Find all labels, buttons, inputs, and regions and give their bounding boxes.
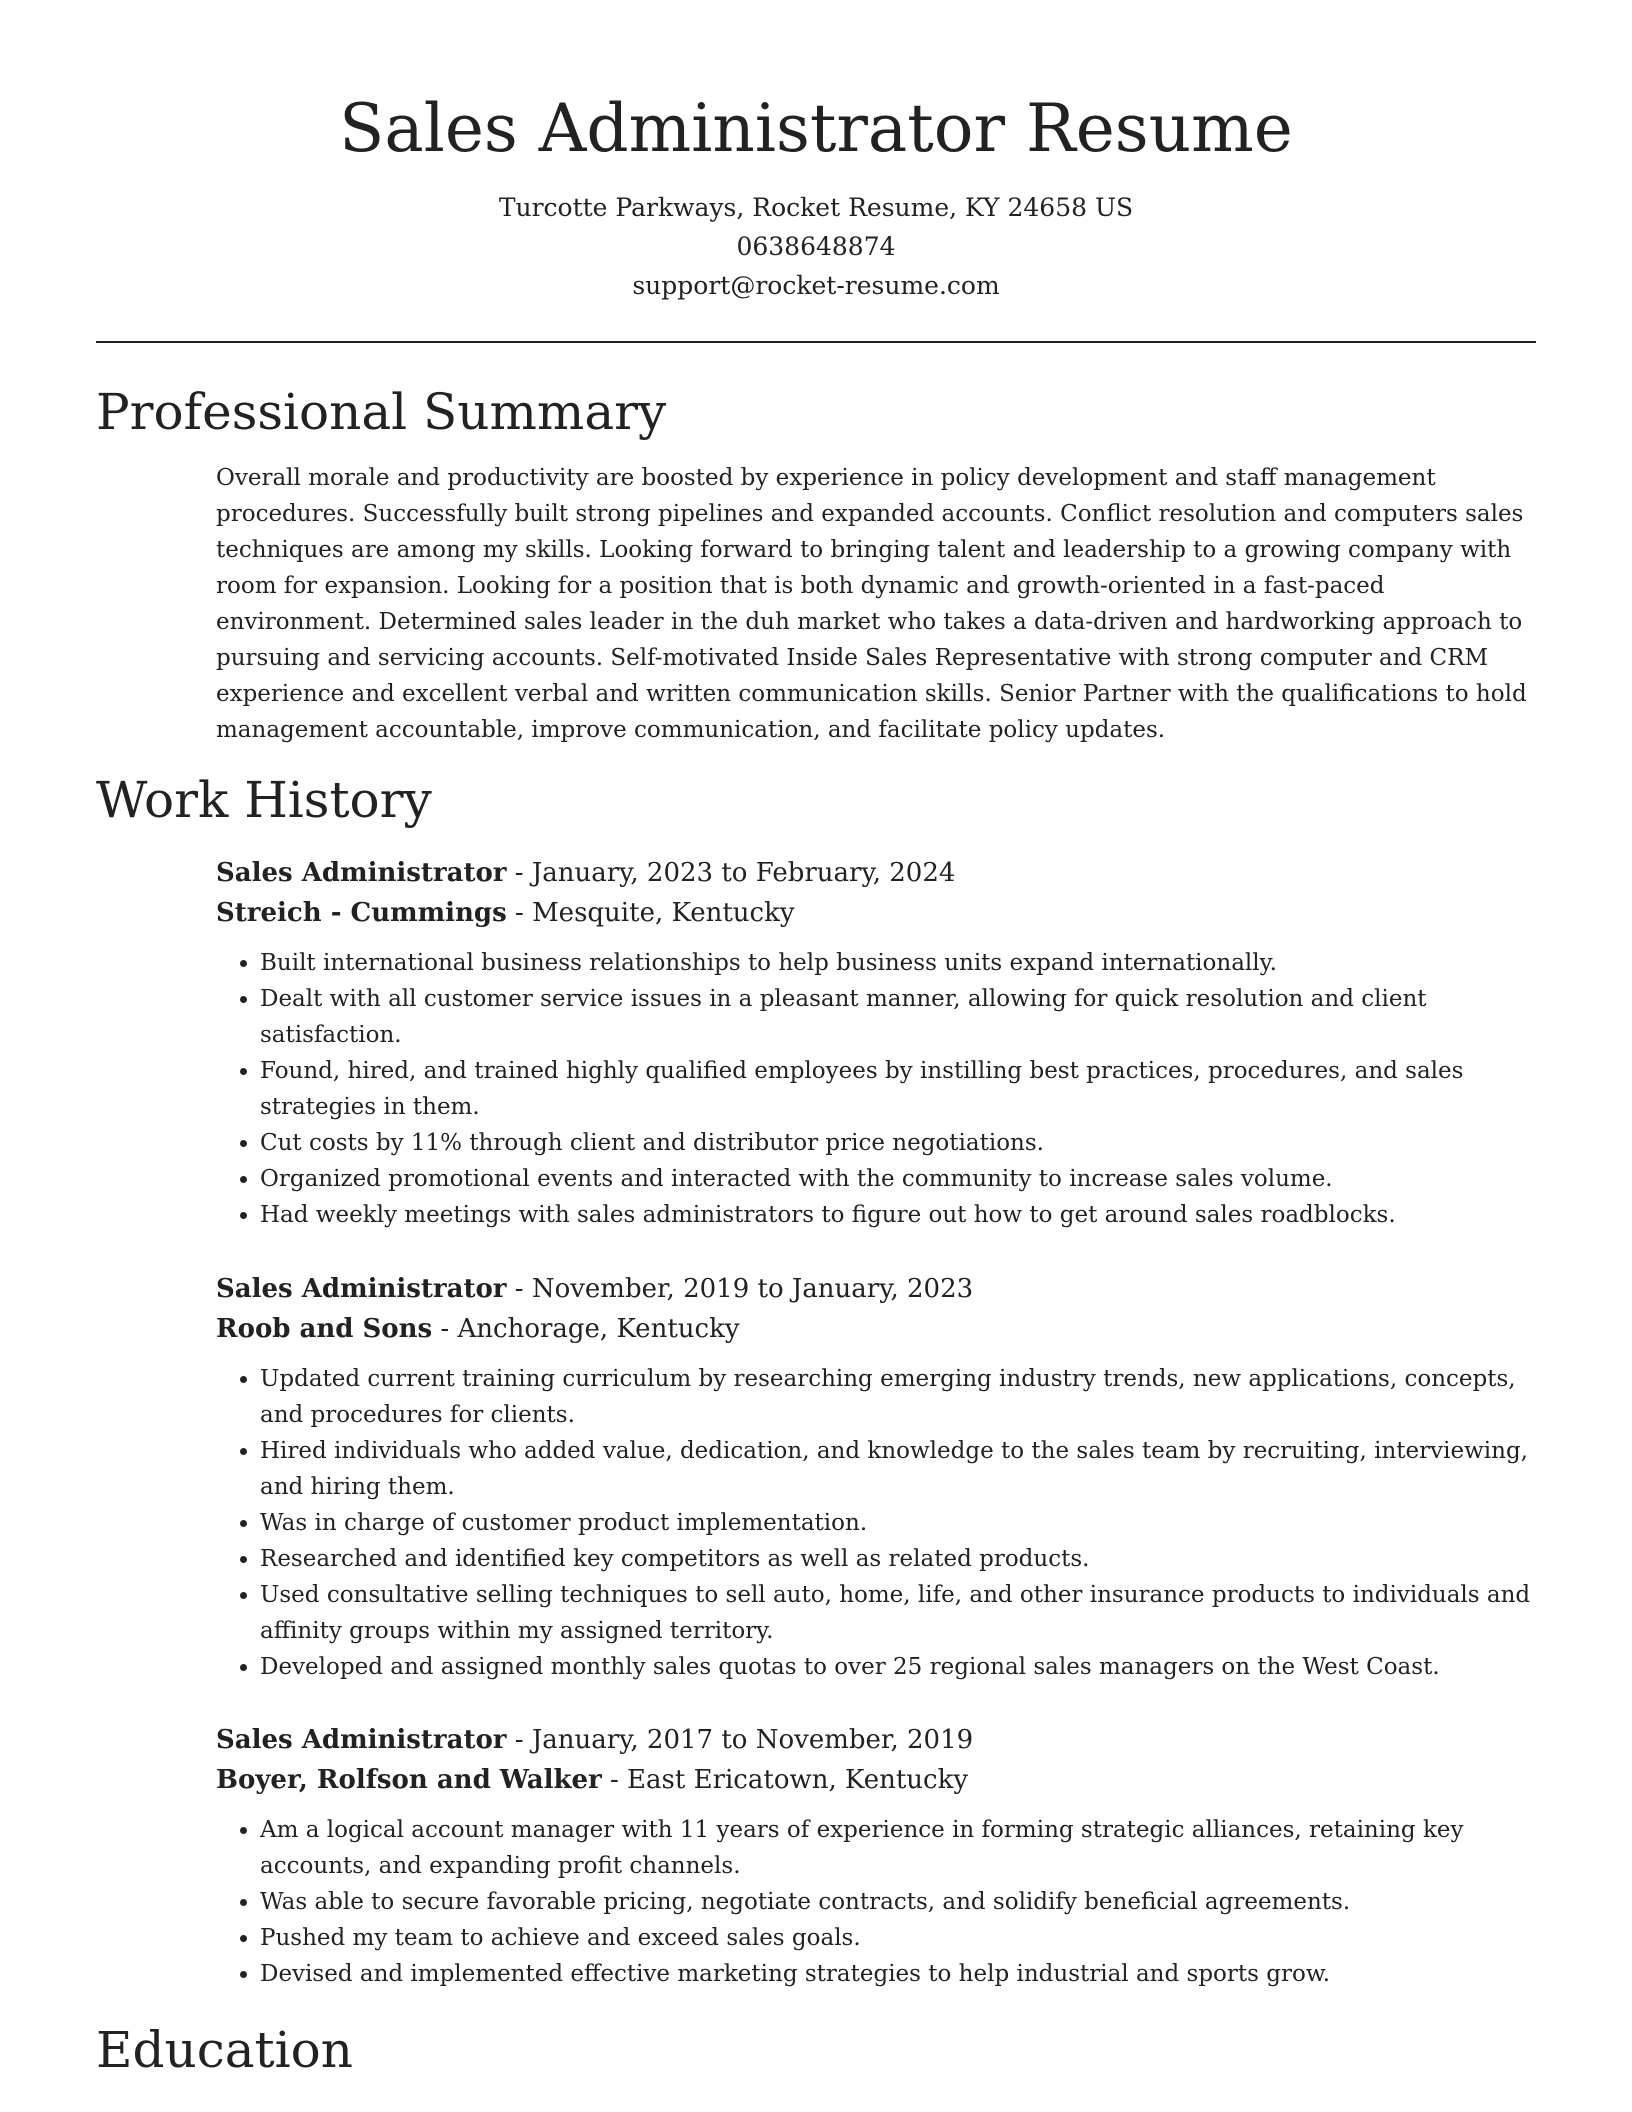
job-bullet: • Developed and assigned monthly sales quotas to over 25 regional sales managers on the West Coast. <box>260 1649 1541 1685</box>
job-bullet: • Researched and identified key competitors as well as related products. <box>260 1541 1541 1577</box>
job-company-line <box>216 1760 1541 1800</box>
job-bullet: • Had weekly meetings with sales administrators to figure out how to get around sales roadblocks. <box>260 1197 1541 1233</box>
job-bullet: • Built international business relationships to help business units expand internationally. <box>260 945 1541 981</box>
job-dates: - November, 2019 to January, 2023 <box>506 1274 974 1304</box>
job-company-line <box>216 893 1541 933</box>
job-company: Streich - Cummings <box>216 898 507 928</box>
job-entry <box>216 1720 1541 1992</box>
job-bullet: • Was in charge of customer product implementation. <box>260 1505 1541 1541</box>
section-title-work-history: Work History <box>96 771 432 829</box>
section-title-summary: Professional Summary <box>96 383 667 441</box>
contact-block <box>0 188 1632 305</box>
job-bullet: • Devised and implemented effective marketing strategies to help industrial and sports grow. <box>260 1956 1541 1992</box>
job-bullet: • Was able to secure favorable pricing, negotiate contracts, and solidify beneficial agreements. <box>260 1884 1541 1920</box>
job-title-line <box>216 1720 1541 1760</box>
resume-header <box>0 84 1632 305</box>
contact-email: support@rocket-resume.com <box>632 271 1000 300</box>
job-bullet: • Dealt with all customer service issues in a pleasant manner, allowing for quick resolution and client satisfaction. <box>260 981 1541 1053</box>
job-entry <box>216 853 1541 1233</box>
job-bullets <box>216 1812 1541 1992</box>
resume-title: Sales Administrator Resume <box>339 90 1293 167</box>
section-title-education: Education <box>96 2021 353 2079</box>
job-entry <box>216 1269 1541 1685</box>
job-title-line <box>216 1269 1541 1309</box>
job-bullets <box>216 1361 1541 1685</box>
job-bullet: • Used consultative selling techniques to sell auto, home, life, and other insurance products to individuals and affinity groups within my assigned territory. <box>260 1577 1541 1649</box>
job-title: Sales Administrator <box>216 858 507 888</box>
job-bullet: • Hired individuals who added value, dedication, and knowledge to the sales team by recruiting, interviewing, and hiring them. <box>260 1433 1541 1505</box>
job-bullet: • Pushed my team to achieve and exceed sales goals. <box>260 1920 1541 1956</box>
job-bullet: • Am a logical account manager with 11 years of experience in forming strategic alliances, retaining key accounts, and expanding profit channels. <box>260 1812 1541 1884</box>
job-dates: - January, 2023 to February, 2024 <box>506 858 956 888</box>
job-location: - Mesquite, Kentucky <box>506 898 795 928</box>
job-company: Boyer, Rolfson and Walker <box>216 1765 602 1795</box>
job-company-line <box>216 1309 1541 1349</box>
job-location: - East Ericatown, Kentucky <box>601 1765 969 1795</box>
job-bullet: • Found, hired, and trained highly qualified employees by instilling best practices, procedures, and sales strategies in them. <box>260 1053 1541 1125</box>
job-dates: - January, 2017 to November, 2019 <box>506 1725 974 1755</box>
contact-address: Turcotte Parkways, Rocket Resume, KY 24658 US <box>498 193 1134 222</box>
job-company: Roob and Sons <box>216 1314 433 1344</box>
job-location: - Anchorage, Kentucky <box>432 1314 740 1344</box>
header-divider <box>96 341 1536 343</box>
job-bullets <box>216 945 1541 1233</box>
job-title: Sales Administrator <box>216 1725 507 1755</box>
job-bullet: • Organized promotional events and interacted with the community to increase sales volume. <box>260 1161 1541 1197</box>
job-title-line <box>216 853 1541 893</box>
summary-text: Overall morale and productivity are boosted by experience in policy development and staff management procedures. Successfully built strong pipelines and expanded accounts. Conflict resolution and computers sales techniques are among my skills. Looking forward to bringing talent and leadership to a growing company with room for expansion. Looking for a position that is both dynamic and growth-oriented in a fast-paced environment. Determined sales leader in the duh market who takes a data-driven and hardworking approach to pursuing and servicing accounts. Self-motivated Inside Sales Representative with strong computer and CRM experience and excellent verbal and written communication skills. Senior Partner with the qualifications to hold management accountable, improve communication, and facilitate policy updates. <box>216 465 1527 743</box>
job-title: Sales Administrator <box>216 1274 507 1304</box>
contact-phone: 0638648874 <box>736 232 896 261</box>
job-bullet: • Updated current training curriculum by researching emerging industry trends, new applications, concepts, and procedures for clients. <box>260 1361 1541 1433</box>
job-bullet: • Cut costs by 11% through client and distributor price negotiations. <box>260 1125 1541 1161</box>
